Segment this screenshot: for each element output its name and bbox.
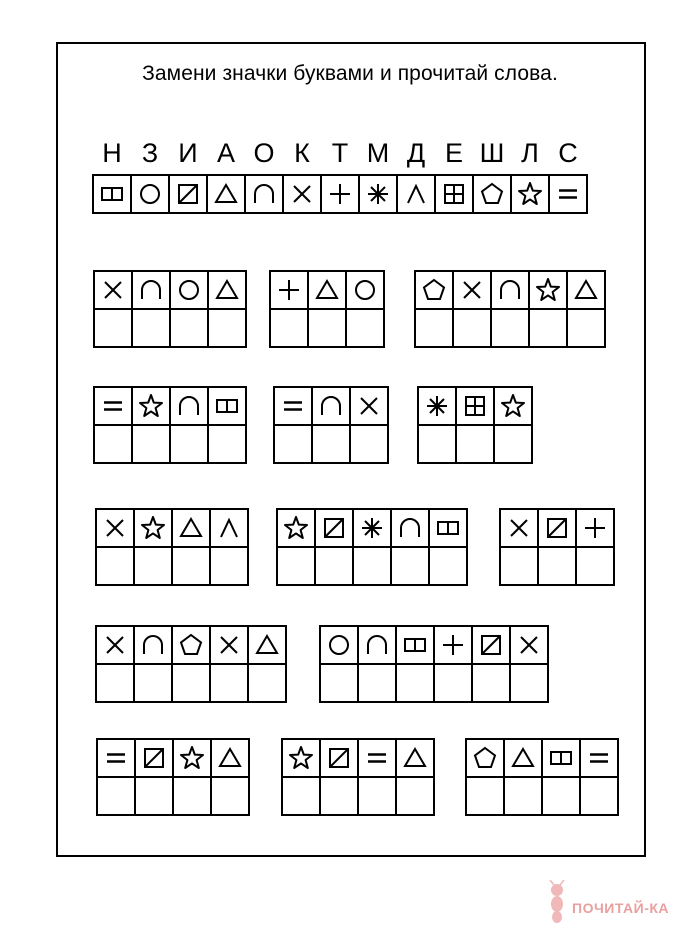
key-symbol-cell	[168, 174, 208, 214]
answer-cell[interactable]	[541, 776, 581, 816]
answer-cell[interactable]	[537, 546, 577, 586]
answer-cell[interactable]	[352, 546, 392, 586]
answer-cell[interactable]	[96, 776, 136, 816]
symbol-cell	[349, 386, 389, 426]
pentagon-icon	[421, 277, 447, 303]
caret-icon	[216, 515, 242, 541]
symbol-cell	[319, 738, 359, 778]
key-symbol-cell	[92, 174, 132, 214]
word-puzzle	[281, 738, 435, 816]
answer-cell[interactable]	[499, 546, 539, 586]
symbol-row	[414, 270, 606, 310]
star-icon	[138, 393, 164, 419]
equals-icon	[586, 745, 612, 771]
answer-cell[interactable]	[345, 308, 385, 348]
grid-square-icon	[441, 181, 467, 207]
slash-square-icon	[326, 745, 352, 771]
cross-icon	[102, 515, 128, 541]
star-icon	[283, 515, 309, 541]
answer-cell[interactable]	[433, 663, 473, 703]
answer-cell[interactable]	[390, 546, 430, 586]
key-symbol-cell	[396, 174, 436, 214]
symbol-cell	[465, 738, 505, 778]
answer-row	[93, 424, 247, 464]
split-rect-icon	[548, 745, 574, 771]
cross-icon	[506, 515, 532, 541]
word-puzzle	[95, 508, 249, 586]
answer-row	[319, 663, 549, 703]
symbol-row	[93, 270, 247, 310]
star-icon	[500, 393, 526, 419]
answer-cell[interactable]	[207, 308, 247, 348]
symbol-cell	[414, 270, 454, 310]
equals-icon	[364, 745, 390, 771]
answer-cell[interactable]	[471, 663, 511, 703]
word-puzzle	[93, 270, 247, 348]
key-symbol-cell	[244, 174, 284, 214]
symbol-cell	[575, 508, 615, 548]
symbol-cell	[566, 270, 606, 310]
word-puzzle	[414, 270, 606, 348]
arch-icon	[318, 393, 344, 419]
split-rect-icon	[435, 515, 461, 541]
slash-square-icon	[321, 515, 347, 541]
symbol-row	[281, 738, 435, 778]
symbol-cell	[433, 625, 473, 665]
symbol-cell	[579, 738, 619, 778]
split-rect-icon	[214, 393, 240, 419]
circle-icon	[176, 277, 202, 303]
symbol-cell	[493, 386, 533, 426]
key-symbol-cell	[548, 174, 588, 214]
equals-icon	[100, 393, 126, 419]
symbol-cell	[95, 508, 135, 548]
pentagon-icon	[472, 745, 498, 771]
key-icons-row	[92, 174, 588, 214]
symbol-cell	[273, 386, 313, 426]
arch-icon	[251, 181, 277, 207]
circle-icon	[137, 181, 163, 207]
cross-icon	[102, 632, 128, 658]
key-letter: Д	[406, 138, 426, 168]
word-puzzle	[269, 270, 385, 348]
asterisk-icon	[424, 393, 450, 419]
circle-icon	[326, 632, 352, 658]
answer-cell[interactable]	[395, 663, 435, 703]
cross-icon	[356, 393, 382, 419]
answer-cell[interactable]	[395, 776, 435, 816]
symbol-cell	[131, 270, 171, 310]
answer-cell[interactable]	[490, 308, 530, 348]
plus-icon	[440, 632, 466, 658]
key-letter: Н	[102, 138, 122, 168]
arch-icon	[140, 632, 166, 658]
answer-cell[interactable]	[93, 424, 133, 464]
key-symbol-cell	[472, 174, 512, 214]
symbol-row	[95, 625, 287, 665]
answer-row	[93, 308, 247, 348]
symbol-cell	[395, 625, 435, 665]
symbol-cell	[428, 508, 468, 548]
slash-square-icon	[175, 181, 201, 207]
answer-cell[interactable]	[465, 776, 505, 816]
symbol-cell	[499, 508, 539, 548]
key-letter: Т	[331, 138, 349, 168]
symbol-cell	[471, 625, 511, 665]
answer-cell[interactable]	[455, 424, 495, 464]
asterisk-icon	[365, 181, 391, 207]
asterisk-icon	[359, 515, 385, 541]
plus-icon	[582, 515, 608, 541]
answer-cell[interactable]	[307, 308, 347, 348]
answer-cell[interactable]	[357, 663, 397, 703]
slash-square-icon	[478, 632, 504, 658]
key-letter: З	[141, 138, 159, 168]
word-puzzle	[93, 386, 247, 464]
answer-cell[interactable]	[503, 776, 543, 816]
word-puzzle	[465, 738, 619, 816]
symbol-cell	[134, 738, 174, 778]
symbol-cell	[311, 386, 351, 426]
star-icon	[288, 745, 314, 771]
key-letter: Ш	[479, 138, 505, 168]
answer-cell[interactable]	[493, 424, 533, 464]
cross-icon	[516, 632, 542, 658]
key-letter: М	[366, 138, 390, 168]
symbol-row	[276, 508, 468, 548]
symbol-cell	[509, 625, 549, 665]
symbol-cell	[537, 508, 577, 548]
symbol-cell	[307, 270, 347, 310]
symbol-row	[319, 625, 549, 665]
answer-cell[interactable]	[95, 546, 135, 586]
triangle-icon	[314, 277, 340, 303]
word-puzzle	[273, 386, 389, 464]
answer-cell[interactable]	[133, 663, 173, 703]
answer-cell[interactable]	[273, 424, 313, 464]
symbol-cell	[169, 386, 209, 426]
symbol-row	[417, 386, 533, 426]
answer-cell[interactable]	[172, 776, 212, 816]
answer-cell[interactable]	[349, 424, 389, 464]
answer-row	[281, 776, 435, 816]
answer-cell[interactable]	[281, 776, 321, 816]
star-icon	[517, 181, 543, 207]
symbol-cell	[395, 738, 435, 778]
answer-row	[417, 424, 533, 464]
key-symbol-cell	[510, 174, 550, 214]
symbol-cell	[171, 508, 211, 548]
symbol-cell	[210, 738, 250, 778]
symbol-cell	[93, 386, 133, 426]
answer-cell[interactable]	[93, 308, 133, 348]
word-puzzle	[417, 386, 533, 464]
answer-row	[95, 663, 287, 703]
answer-cell[interactable]	[452, 308, 492, 348]
key-symbol-cell	[130, 174, 170, 214]
symbol-row	[465, 738, 619, 778]
symbol-cell	[93, 270, 133, 310]
symbol-cell	[314, 508, 354, 548]
cross-icon	[289, 181, 315, 207]
symbol-row	[499, 508, 615, 548]
answer-cell[interactable]	[133, 546, 173, 586]
answer-row	[414, 308, 606, 348]
equals-icon	[280, 393, 306, 419]
answer-cell[interactable]	[95, 663, 135, 703]
answer-cell[interactable]	[131, 424, 171, 464]
answer-cell[interactable]	[169, 424, 209, 464]
triangle-icon	[213, 181, 239, 207]
symbol-cell	[541, 738, 581, 778]
symbol-cell	[96, 738, 136, 778]
grid-square-icon	[462, 393, 488, 419]
star-icon	[140, 515, 166, 541]
symbol-cell	[357, 625, 397, 665]
ant-mascot-icon	[542, 880, 572, 925]
circle-icon	[352, 277, 378, 303]
triangle-icon	[573, 277, 599, 303]
answer-cell[interactable]	[357, 776, 397, 816]
plus-icon	[327, 181, 353, 207]
symbol-cell	[319, 625, 359, 665]
answer-cell[interactable]	[131, 308, 171, 348]
answer-cell[interactable]	[314, 546, 354, 586]
symbol-cell	[276, 508, 316, 548]
answer-cell[interactable]	[209, 546, 249, 586]
answer-cell[interactable]	[269, 308, 309, 348]
answer-row	[465, 776, 619, 816]
watermark	[540, 880, 700, 930]
word-puzzle	[276, 508, 468, 586]
triangle-icon	[178, 515, 204, 541]
slash-square-icon	[141, 745, 167, 771]
symbol-row	[96, 738, 250, 778]
symbol-cell	[171, 625, 211, 665]
symbol-cell	[455, 386, 495, 426]
symbol-cell	[133, 508, 173, 548]
symbol-cell	[172, 738, 212, 778]
symbol-cell	[528, 270, 568, 310]
symbol-cell	[281, 738, 321, 778]
caret-icon	[403, 181, 429, 207]
symbol-cell	[131, 386, 171, 426]
symbol-cell	[95, 625, 135, 665]
answer-cell[interactable]	[209, 663, 249, 703]
worksheet-title: Замени значки буквами и прочитай слова.	[142, 62, 558, 85]
answer-cell[interactable]	[414, 308, 454, 348]
symbol-cell	[390, 508, 430, 548]
key-symbol-cell	[282, 174, 322, 214]
answer-row	[273, 424, 389, 464]
cross-icon	[216, 632, 242, 658]
answer-row	[499, 546, 615, 586]
symbol-cell	[133, 625, 173, 665]
key-letter: И	[178, 138, 198, 168]
symbol-cell	[269, 270, 309, 310]
arch-icon	[176, 393, 202, 419]
plus-icon	[276, 277, 302, 303]
answer-row	[96, 776, 250, 816]
answer-cell[interactable]	[311, 424, 351, 464]
equals-icon	[555, 181, 581, 207]
symbol-row	[273, 386, 389, 426]
star-icon	[535, 277, 561, 303]
key-symbol-cell	[358, 174, 398, 214]
answer-cell[interactable]	[134, 776, 174, 816]
answer-cell[interactable]	[509, 663, 549, 703]
key-letter: С	[558, 138, 578, 168]
symbol-cell	[169, 270, 209, 310]
star-icon	[179, 745, 205, 771]
arch-icon	[138, 277, 164, 303]
split-rect-icon	[99, 181, 125, 207]
pentagon-icon	[178, 632, 204, 658]
cross-icon	[459, 277, 485, 303]
triangle-icon	[402, 745, 428, 771]
watermark-text: ПОЧИТАЙ-КА	[572, 900, 670, 916]
answer-cell[interactable]	[171, 663, 211, 703]
answer-cell[interactable]	[575, 546, 615, 586]
symbol-cell	[247, 625, 287, 665]
symbol-cell	[209, 508, 249, 548]
pentagon-icon	[479, 181, 505, 207]
key-letter: А	[216, 138, 235, 168]
symbol-cell	[209, 625, 249, 665]
answer-row	[95, 546, 249, 586]
symbol-cell	[357, 738, 397, 778]
word-puzzle	[319, 625, 549, 703]
symbol-cell	[503, 738, 543, 778]
symbol-cell	[452, 270, 492, 310]
triangle-icon	[214, 277, 240, 303]
symbol-row	[95, 508, 249, 548]
arch-icon	[397, 515, 423, 541]
key-symbol-cell	[320, 174, 360, 214]
answer-cell[interactable]	[417, 424, 457, 464]
answer-cell[interactable]	[566, 308, 606, 348]
triangle-icon	[254, 632, 280, 658]
key-symbol-cell	[206, 174, 246, 214]
slash-square-icon	[544, 515, 570, 541]
key-letter: К	[294, 138, 310, 168]
triangle-icon	[510, 745, 536, 771]
answer-cell[interactable]	[171, 546, 211, 586]
split-rect-icon	[402, 632, 428, 658]
cross-icon	[100, 277, 126, 303]
arch-icon	[364, 632, 390, 658]
answer-cell[interactable]	[579, 776, 619, 816]
answer-cell[interactable]	[528, 308, 568, 348]
answer-cell[interactable]	[210, 776, 250, 816]
symbol-cell	[207, 270, 247, 310]
answer-row	[269, 308, 385, 348]
triangle-icon	[217, 745, 243, 771]
key-letter: Л	[521, 138, 539, 168]
answer-cell[interactable]	[247, 663, 287, 703]
symbol-cell	[207, 386, 247, 426]
key-symbol-cell	[434, 174, 474, 214]
answer-cell[interactable]	[276, 546, 316, 586]
symbol-cell	[345, 270, 385, 310]
answer-cell[interactable]	[319, 776, 359, 816]
word-puzzle	[96, 738, 250, 816]
answer-row	[276, 546, 468, 586]
answer-cell[interactable]	[207, 424, 247, 464]
symbol-row	[269, 270, 385, 310]
word-puzzle	[499, 508, 615, 586]
symbol-cell	[352, 508, 392, 548]
answer-cell[interactable]	[319, 663, 359, 703]
symbol-cell	[417, 386, 457, 426]
key-letter: О	[253, 138, 275, 168]
symbol-row	[93, 386, 247, 426]
word-puzzle	[95, 625, 287, 703]
key-letter: Е	[444, 138, 463, 168]
equals-icon	[103, 745, 129, 771]
answer-cell[interactable]	[428, 546, 468, 586]
arch-icon	[497, 277, 523, 303]
answer-cell[interactable]	[169, 308, 209, 348]
symbol-cell	[490, 270, 530, 310]
